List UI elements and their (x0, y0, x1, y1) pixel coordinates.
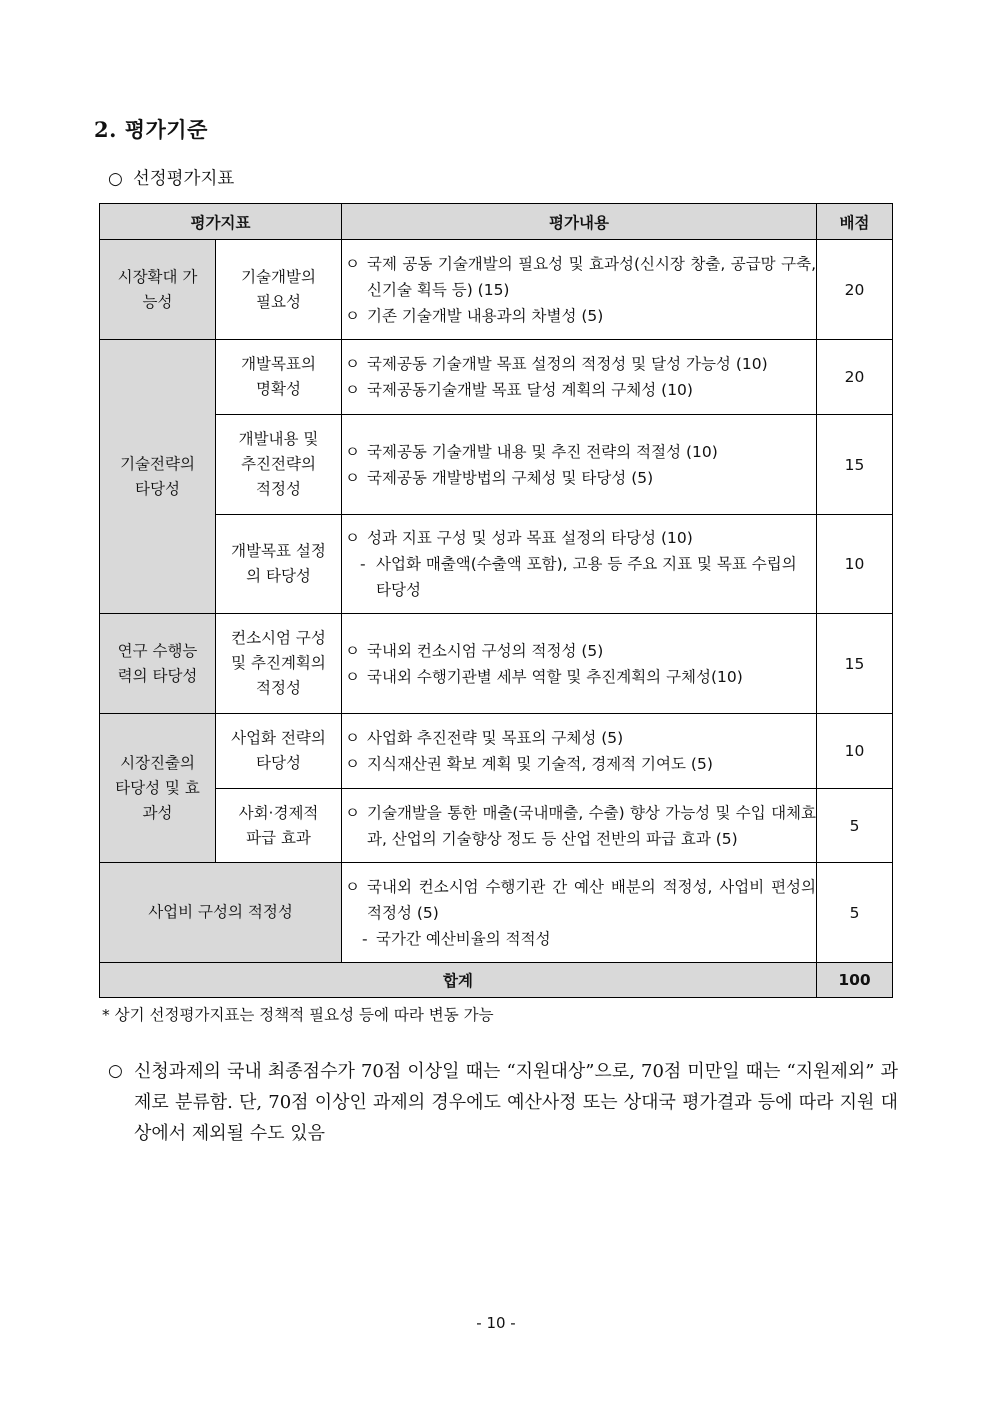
header-content: 평가내용 (342, 204, 817, 240)
subcategory-cell: 기술개발의 필요성 (216, 240, 342, 340)
table-header-row (100, 204, 893, 240)
content-cell (342, 614, 817, 714)
table-row (100, 863, 893, 963)
section-heading: 2. 평가기준 (94, 117, 208, 142)
list-item: ㅇ 국제공동 기술개발 목표 설정의 적정성 및 달성 가능성 (10) (345, 355, 768, 373)
header-indicator: 평가지표 (100, 204, 342, 240)
category-cell: 기술전략의 타당성 (100, 340, 216, 614)
header-score: 배점 (817, 204, 893, 240)
subheading (108, 165, 234, 190)
subcategory-cell: 개발목표 설정의 타당성 (216, 515, 342, 614)
list-item: ㅇ 지식재산권 확보 계획 및 기술적, 경제적 기여도 (5) (345, 755, 713, 773)
total-row (100, 963, 893, 998)
list-item: ㅇ 국내외 컨소시엄 구성의 적정성 (5) (345, 641, 604, 660)
content-cell (342, 789, 817, 863)
category-cell: 시장진출의 타당성 및 효과성 (100, 714, 216, 863)
score-cell: 10 (817, 714, 893, 789)
circle-bullet-icon: ○ (108, 169, 123, 189)
table-row (100, 789, 893, 863)
selection-paragraph (108, 1056, 898, 1149)
content-cell (342, 240, 817, 340)
content-cell (342, 863, 817, 963)
content-cell (342, 415, 817, 515)
list-item: ㅇ 국제공동 기술개발 내용 및 추진 전략의 적절성 (10) (345, 442, 718, 461)
list-item: ㅇ 국제 공동 기술개발의 필요성 및 효과성(신시장 창출, 공급망 구축, 신기술 획득 등) (15) (345, 254, 816, 299)
table-row (100, 714, 893, 789)
subheading-text: 선정평가지표 (132, 169, 235, 189)
table-footnote: * 상기 선정평가지표는 정책적 필요성 등에 따라 변동 가능 (102, 1006, 494, 1024)
table-row (100, 614, 893, 714)
subcategory-cell: 컨소시엄 구성 및 추진계획의 적정성 (216, 614, 342, 714)
evaluation-table (99, 203, 893, 998)
total-label: 합계 (100, 963, 817, 998)
table-row (100, 340, 893, 415)
circle-bullet-icon: ○ (108, 1061, 123, 1081)
category-cell: 연구 수행능력의 타당성 (100, 614, 216, 714)
subcategory-cell: 개발목표의 명확성 (216, 340, 342, 415)
content-cell (342, 515, 817, 614)
list-item: ㅇ 사업화 추진전략 및 목표의 구체성 (5) (345, 729, 624, 747)
subcategory-cell: 개발내용 및 추진전략의 적정성 (216, 415, 342, 515)
score-cell: 15 (817, 614, 893, 714)
content-cell (342, 714, 817, 789)
list-subitem: - 사업화 매출액(수출액 포함), 고용 등 주요 지표 및 목표 수립의 타당성 (360, 555, 797, 599)
list-item: ㅇ 국내외 수행기관별 세부 역할 및 추진계획의 구체성(10) (345, 667, 743, 686)
total-score: 100 (817, 963, 893, 998)
content-cell (342, 340, 817, 415)
list-item: ㅇ 기존 기술개발 내용과의 차별성 (5) (345, 306, 604, 325)
subcategory-cell: 사업화 전략의 타당성 (216, 714, 342, 789)
score-cell: 20 (817, 340, 893, 415)
score-cell: 15 (817, 415, 893, 515)
page-number: - 10 - (476, 1314, 516, 1332)
list-item: ㅇ 국내외 컨소시엄 수행기관 간 예산 배분의 적정성, 사업비 편성의 적정성 (5) (345, 877, 816, 922)
list-subitem: - 국가간 예산비율의 적적성 (362, 929, 551, 948)
table-row (100, 415, 893, 515)
category-cell: 사업비 구성의 적정성 (100, 863, 342, 963)
score-cell: 5 (817, 863, 893, 963)
list-item: ㅇ 국제공동기술개발 목표 달성 계획의 구체성 (10) (345, 381, 693, 399)
subcategory-cell: 사회·경제적 파급 효과 (216, 789, 342, 863)
score-cell: 20 (817, 240, 893, 340)
list-item: ㅇ 성과 지표 구성 및 성과 목표 설정의 타당성 (10) (345, 529, 693, 547)
list-item: ㅇ 국제공동 개발방법의 구체성 및 타당성 (5) (345, 468, 654, 487)
score-cell: 10 (817, 515, 893, 614)
list-item: ㅇ 기술개발을 통한 매출(국내매출, 수출) 향상 가능성 및 수입 대체효과, 산업의 기술향상 정도 등 산업 전반의 파급 효과 (5) (345, 803, 816, 848)
paragraph-text: 신청과제의 국내 최종점수가 70점 이상일 때는 “지원대상”으로, 70점 미만일 때는 “지원제외” 과제로 분류함. 단, 70점 이상인 과제의 경우에도 예산사정 또는 상대국 평가결과 등에 따라 지원 대상에서 제외될 수도 있음 (134, 1061, 898, 1144)
table-row (100, 240, 893, 340)
category-cell: 시장확대 가능성 (100, 240, 216, 340)
table-row (100, 515, 893, 614)
score-cell: 5 (817, 789, 893, 863)
